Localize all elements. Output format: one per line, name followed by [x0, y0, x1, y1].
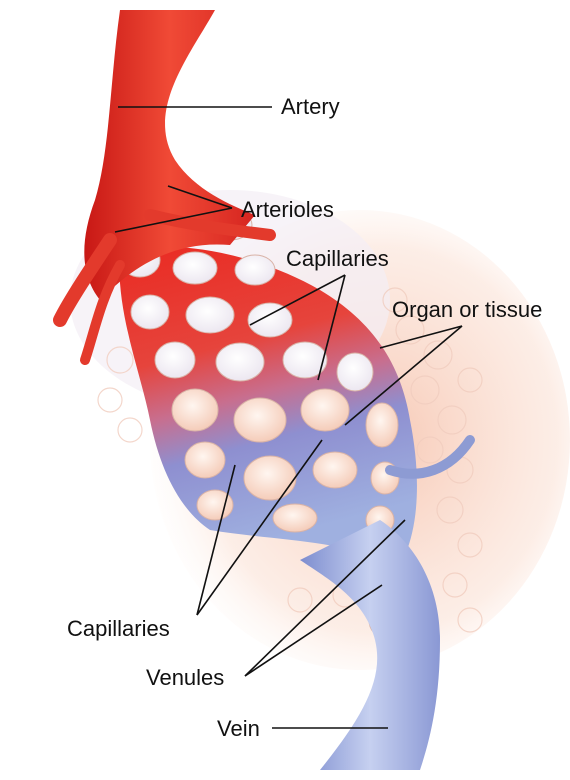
- label-capillaries-top: Capillaries: [286, 246, 389, 271]
- label-organ-or-tissue: Organ or tissue: [392, 297, 543, 322]
- label-arterioles: Arterioles: [241, 197, 334, 222]
- label-vein: Vein: [217, 716, 260, 741]
- label-artery: Artery: [281, 94, 340, 119]
- label-venules: Venules: [146, 665, 225, 690]
- label-capillaries-bottom: Capillaries: [67, 616, 170, 641]
